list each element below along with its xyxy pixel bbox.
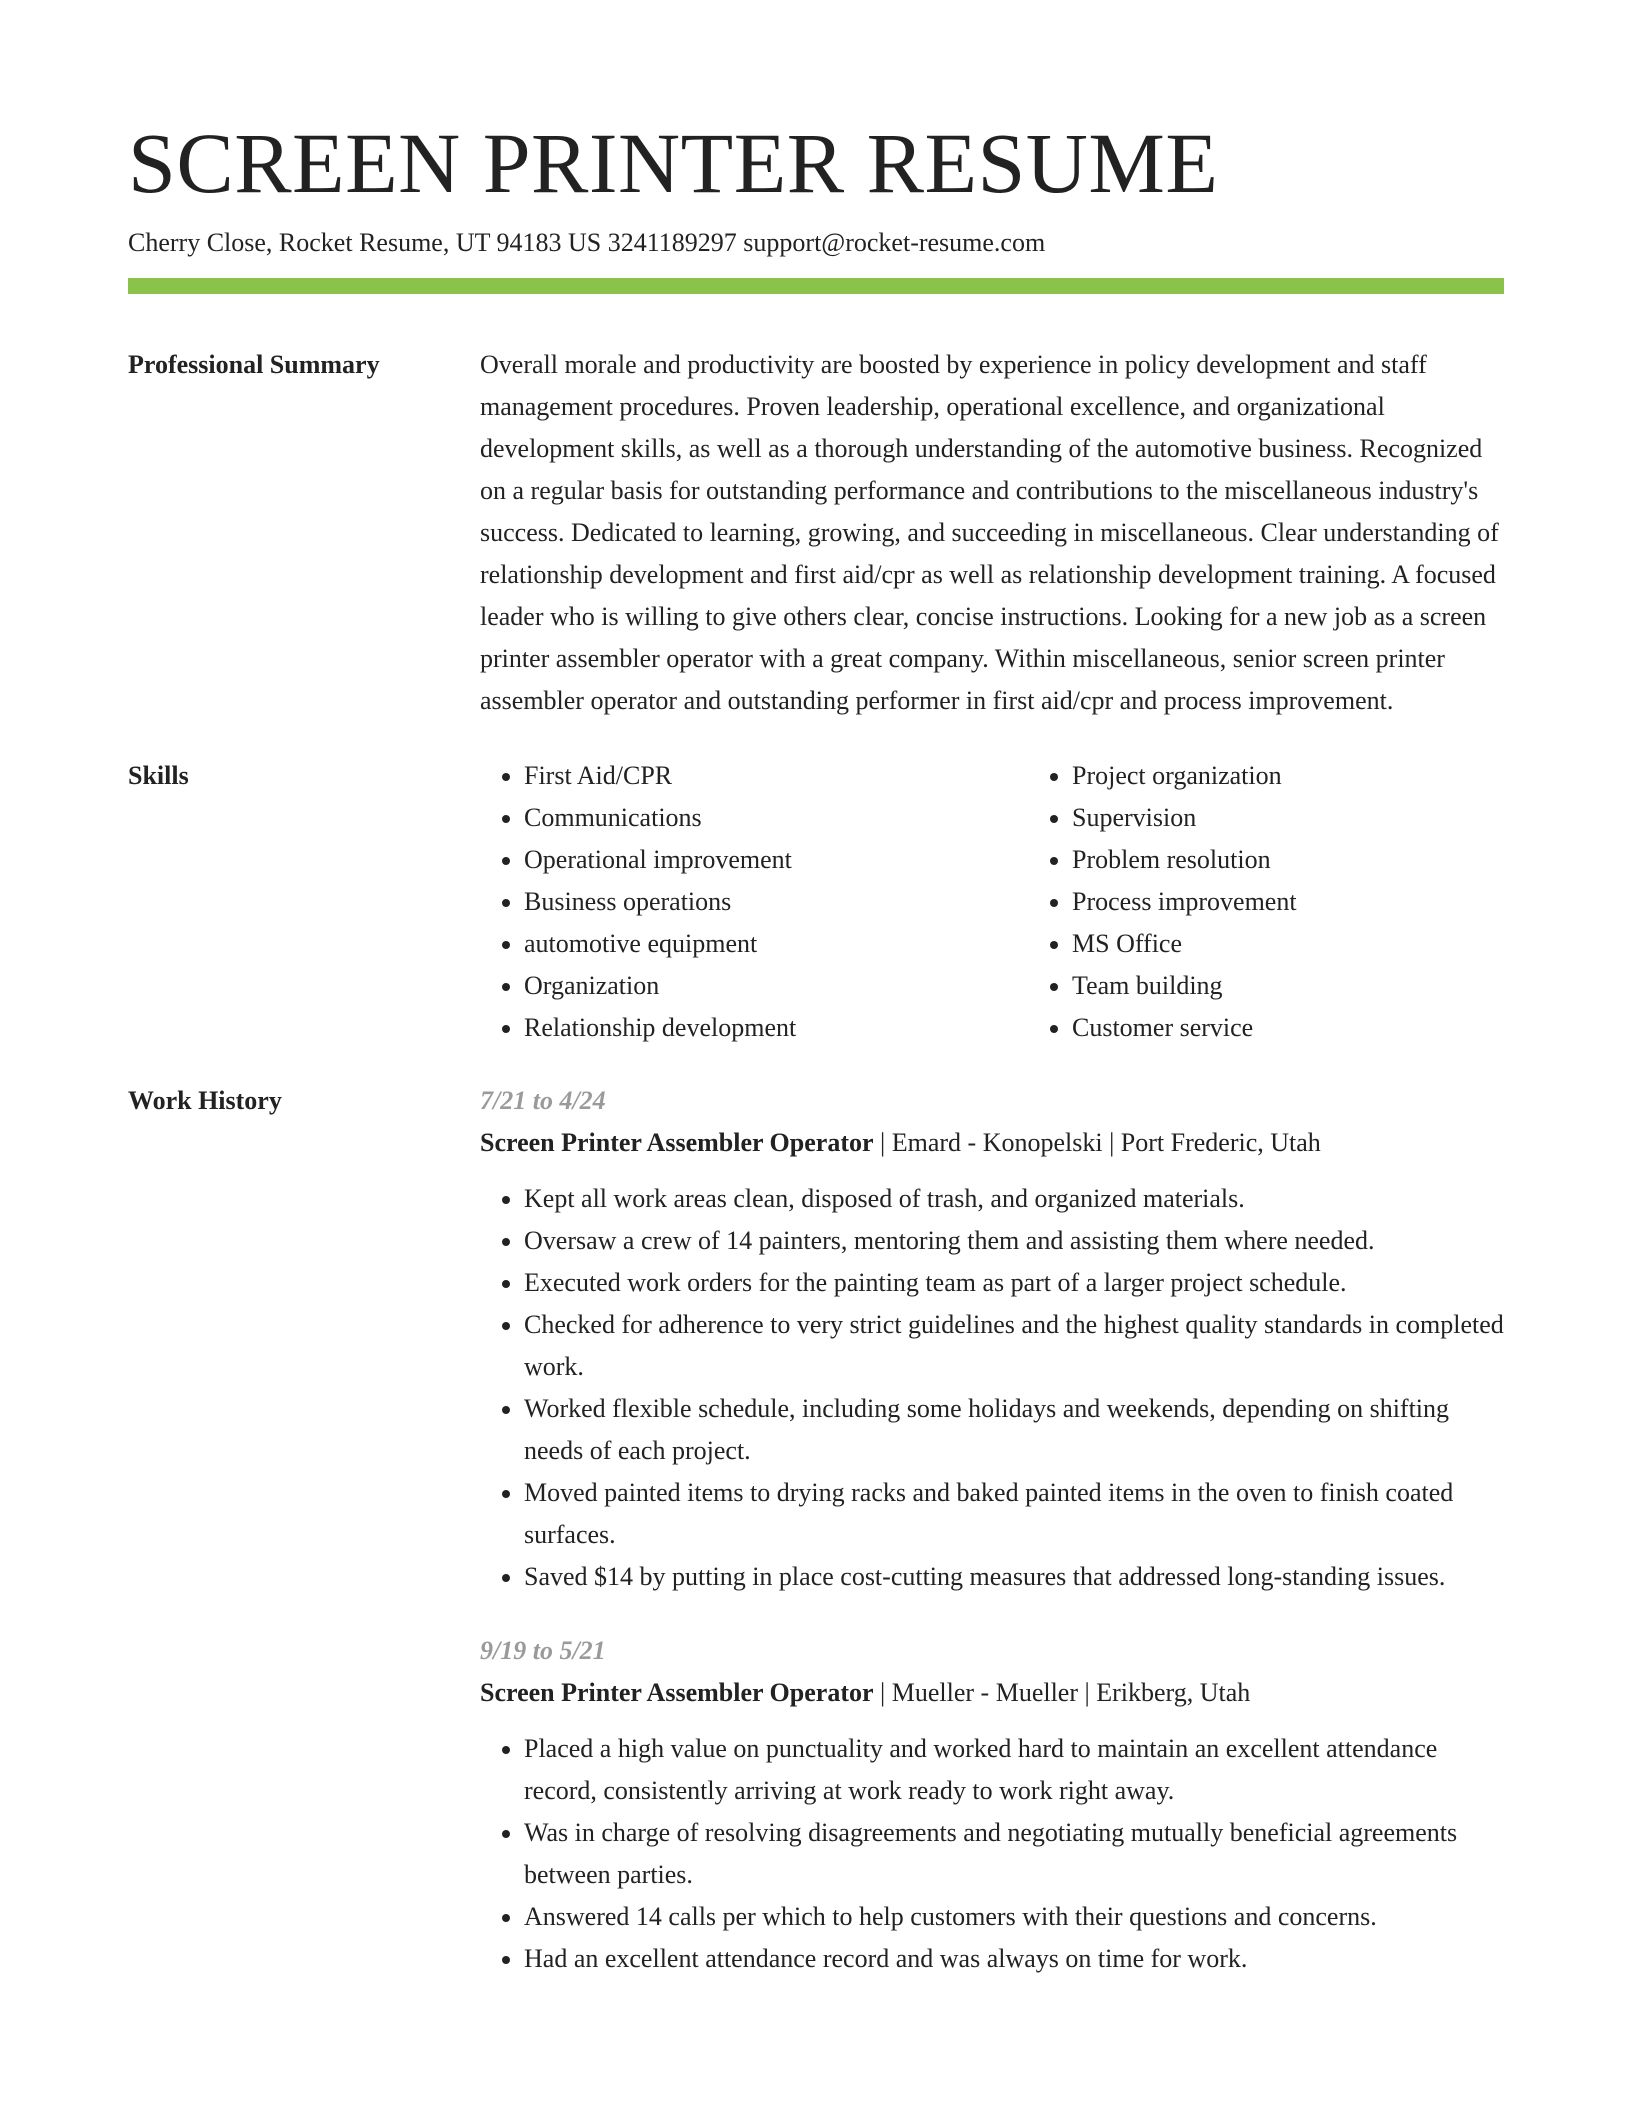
- skill-item: • Business operations: [524, 881, 1028, 923]
- job-bullet: • Saved $14 by putting in place cost-cutting measures that addressed long-standing issues.: [524, 1556, 1504, 1598]
- skills-columns: [480, 755, 1576, 1049]
- job-entry: [480, 1080, 1504, 1598]
- skill-item: • automotive equipment: [524, 923, 1028, 965]
- skills-list-left: [480, 755, 1028, 1049]
- skill-item: • Process improvement: [1072, 881, 1576, 923]
- job-bullet-list: [480, 1728, 1504, 1980]
- job-bullet-list: [480, 1178, 1504, 1598]
- skills-list-right: [1028, 755, 1576, 1049]
- job-employer-location: | Emard - Konopelski | Port Frederic, Utah: [873, 1127, 1321, 1157]
- accent-divider: [128, 278, 1504, 294]
- section-label-summary: Professional Summary: [128, 349, 380, 379]
- skill-item: • Operational improvement: [524, 839, 1028, 881]
- job-date: 9/19 to 5/21: [480, 1635, 606, 1665]
- job-date: 7/21 to 4/24: [480, 1085, 606, 1115]
- job-bullet: • Checked for adherence to very strict guidelines and the highest quality standards in completed work.: [524, 1304, 1504, 1388]
- skill-item: • Team building: [1072, 965, 1576, 1007]
- skill-item: • Relationship development: [524, 1007, 1028, 1049]
- skill-item: • Project organization: [1072, 755, 1576, 797]
- job-bullet: • Executed work orders for the painting team as part of a larger project schedule.: [524, 1262, 1504, 1304]
- job-heading: [480, 1122, 1504, 1164]
- skills-section: [128, 755, 1504, 1049]
- job-title: Screen Printer Assembler Operator: [480, 1127, 874, 1157]
- summary-text: Overall morale and productivity are boosted by experience in policy development and staff management procedures. Proven leadership, operational excellence, and organizational development skills, as well as a thorough understanding of the automotive business. Recognized on a regular basis for outstanding performance and contributions to the miscellaneous industry's success. Dedicated to learning, growing, and succeeding in miscellaneous. Clear understanding of relationship development and first aid/cpr as well as relationship development training. A focused leader who is willing to give others clear, concise instructions. Looking for a new job as a screen printer assembler operator with a great company. Within miscellaneous, senior screen printer assembler operator and outstanding performer in first aid/cpr and process improvement.: [480, 349, 1499, 715]
- skills-body: [480, 755, 1576, 1049]
- job-bullet: • Answered 14 calls per which to help customers with their questions and concerns.: [524, 1896, 1504, 1938]
- job-bullet: • Oversaw a crew of 14 painters, mentoring them and assisting them where needed.: [524, 1220, 1504, 1262]
- resume-title: SCREEN PRINTER RESUME: [128, 115, 1219, 211]
- skill-item: • Communications: [524, 797, 1028, 839]
- resume-page: [128, 0, 1504, 1980]
- job-employer-location: | Mueller - Mueller | Erikberg, Utah: [873, 1677, 1251, 1707]
- skill-item: • Problem resolution: [1072, 839, 1576, 881]
- job-bullet: • Had an excellent attendance record and was always on time for work.: [524, 1938, 1504, 1980]
- job-title: Screen Printer Assembler Operator: [480, 1677, 874, 1707]
- skill-item: • Customer service: [1072, 1007, 1576, 1049]
- contact-line: Cherry Close, Rocket Resume, UT 94183 US 3241189297 support@rocket-resume.com: [128, 228, 1046, 257]
- section-label-work-history: Work History: [128, 1085, 282, 1115]
- job-entry: [480, 1630, 1504, 1980]
- skill-item: • MS Office: [1072, 923, 1576, 965]
- work-history-body: [480, 1080, 1504, 1980]
- job-bullet: • Placed a high value on punctuality and worked hard to maintain an excellent attendance record, consistently arriving at work ready to work right away.: [524, 1728, 1504, 1812]
- skill-item: • First Aid/CPR: [524, 755, 1028, 797]
- skill-item: • Supervision: [1072, 797, 1576, 839]
- job-bullet: • Was in charge of resolving disagreements and negotiating mutually beneficial agreements between parties.: [524, 1812, 1504, 1896]
- job-bullet: • Kept all work areas clean, disposed of trash, and organized materials.: [524, 1178, 1504, 1220]
- professional-summary-section: [128, 344, 1504, 722]
- work-history-section: [128, 1080, 1504, 1980]
- job-heading: [480, 1672, 1504, 1714]
- section-label-skills: Skills: [128, 760, 189, 790]
- job-bullet: • Worked flexible schedule, including some holidays and weekends, depending on shifting needs of each project.: [524, 1388, 1504, 1472]
- job-bullet: • Moved painted items to drying racks and baked painted items in the oven to finish coated surfaces.: [524, 1472, 1504, 1556]
- skill-item: • Organization: [524, 965, 1028, 1007]
